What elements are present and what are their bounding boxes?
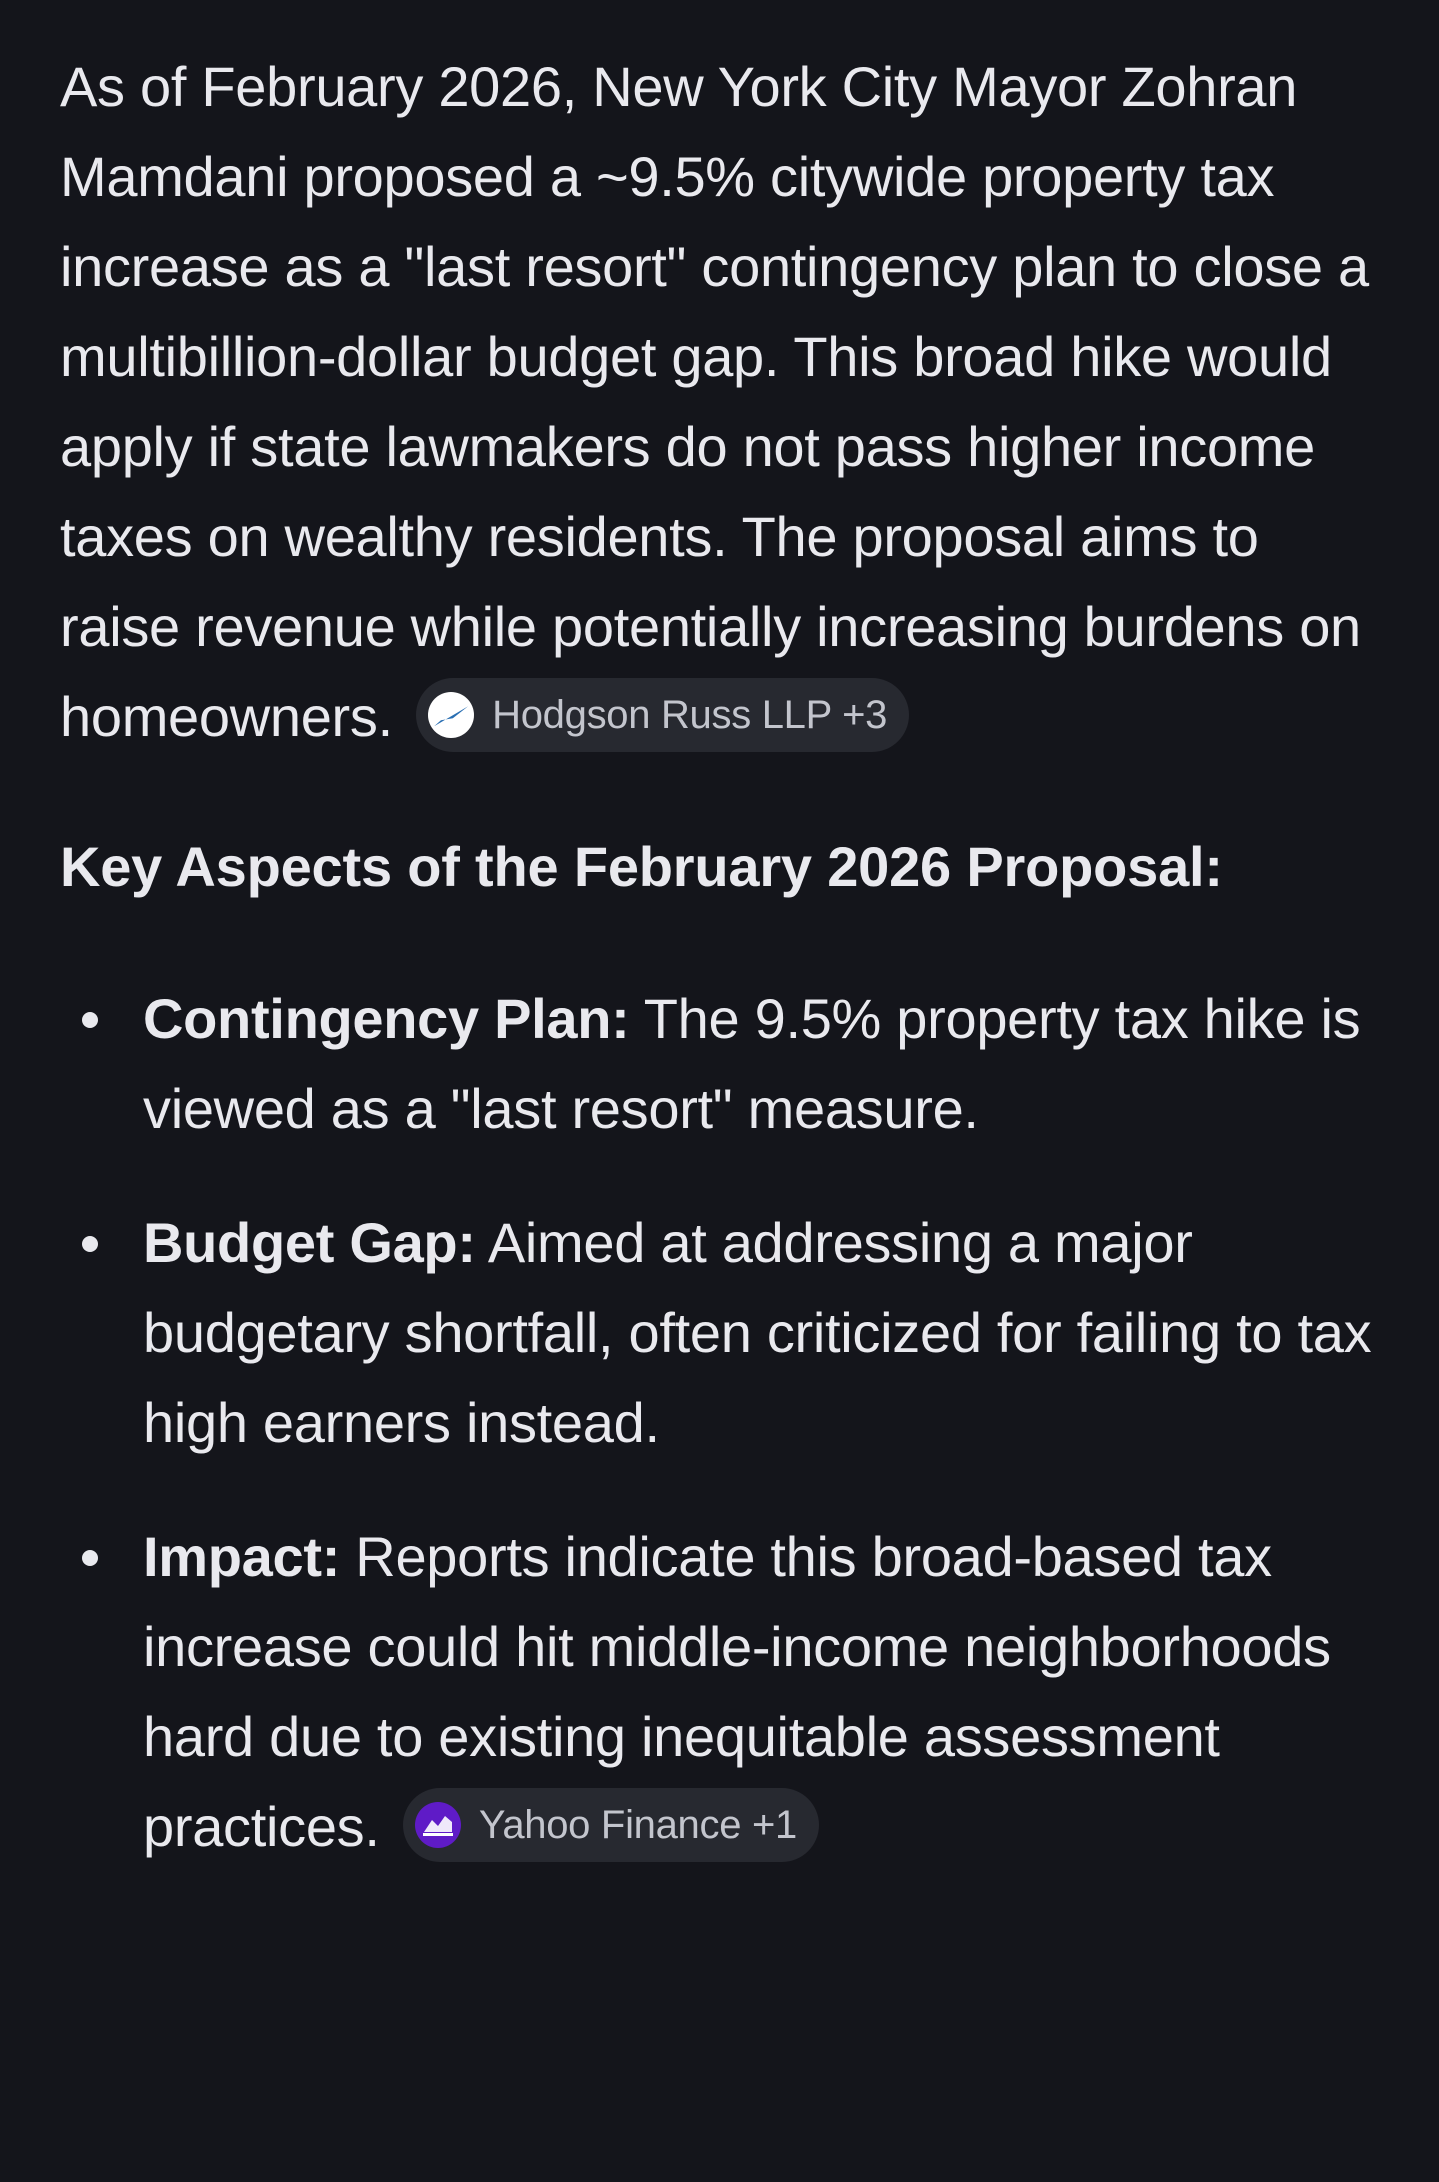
hodgson-russ-favicon-icon — [428, 692, 474, 738]
list-item-contingency-plan — [60, 974, 1379, 1154]
intro-paragraph — [60, 42, 1379, 762]
list-item-budget-gap — [60, 1198, 1379, 1468]
source-chip-yahoo-finance[interactable] — [403, 1788, 819, 1862]
list-item-term: Impact: — [143, 1525, 341, 1588]
source-chip-label: Yahoo Finance +1 — [478, 1803, 797, 1848]
list-item-text: The 9.5% property tax hike is viewed as a "last resort" measure. — [143, 987, 1361, 1140]
list-item-term: Contingency Plan: — [143, 987, 630, 1050]
list-item-text: Reports indicate this broad-based tax increase could hit middle-income neighborhoods hard due to existing inequitable assessment practices. — [143, 1525, 1331, 1858]
source-chip-hodgson-russ[interactable] — [416, 678, 909, 752]
aspects-list — [60, 974, 1379, 1872]
yahoo-finance-favicon-icon — [415, 1802, 461, 1848]
list-item-text: Aimed at addressing a major budgetary shortfall, often criticized for failing to tax high earners instead. — [143, 1211, 1372, 1454]
list-item-impact — [60, 1512, 1379, 1872]
section-heading: Key Aspects of the February 2026 Proposal: — [60, 835, 1223, 898]
source-chip-label: Hodgson Russ LLP +3 — [492, 693, 888, 738]
intro-text: As of February 2026, New York City Mayor Zohran Mamdani proposed a ~9.5% citywide property tax increase as a "last resort" contingency plan to close a multibillion-dollar budget gap. This broad hike would apply if state lawmakers do not pass higher income taxes on wealthy residents. The proposal aims to raise revenue while potentially increasing burdens on homeowners. — [60, 55, 1369, 748]
list-item-term: Budget Gap: — [143, 1211, 476, 1274]
